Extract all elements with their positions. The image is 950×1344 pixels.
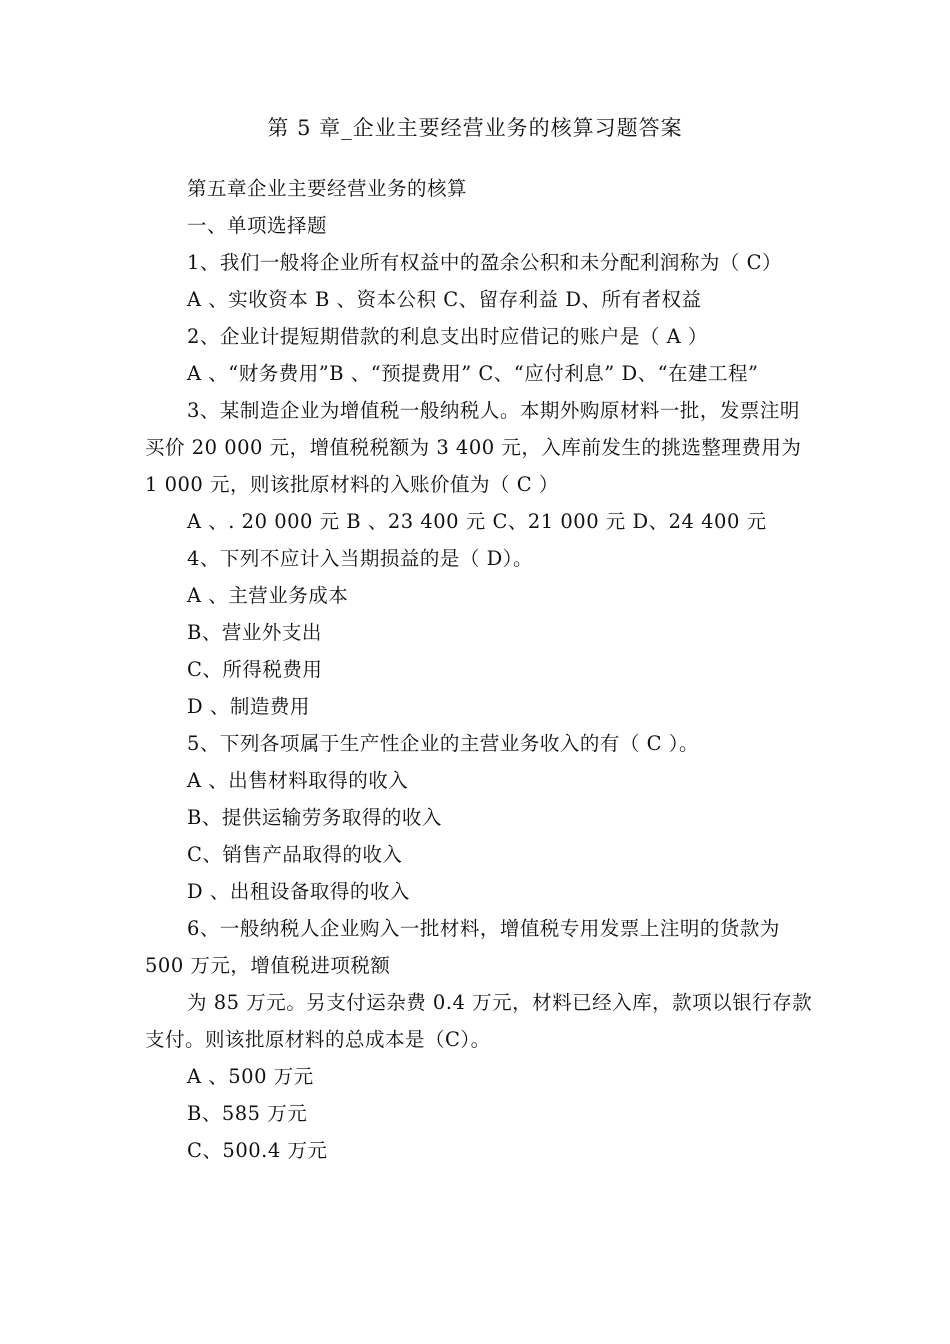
question-4-option-a: A 、主营业务成本 bbox=[187, 584, 349, 607]
question-4-option-c: C、所得税费用 bbox=[187, 658, 323, 681]
question-2-options: A 、“财务费用”B 、“预提费用” C、“应付利息” D、“在建工程” bbox=[187, 362, 759, 385]
question-3-options: A 、. 20 000 元 B 、23 400 元 C、21 000 元 D、24 400 元 bbox=[187, 510, 767, 533]
question-6-option-a: A 、500 万元 bbox=[187, 1065, 314, 1088]
question-5: 5、下列各项属于生产性企业的主营业务收入的有（ C ）。 bbox=[187, 732, 699, 755]
question-1-options: A 、实收资本 B 、资本公积 C、留存利益 D、所有者权益 bbox=[187, 288, 702, 311]
question-4-option-b: B、营业外支出 bbox=[187, 621, 322, 644]
section-heading: 一、单项选择题 bbox=[187, 214, 328, 237]
question-5-option-a: A 、出售材料取得的收入 bbox=[187, 769, 409, 792]
question-4: 4、下列不应计入当期损益的是（ D）。 bbox=[187, 547, 533, 570]
question-6-option-b: B、585 万元 bbox=[187, 1102, 308, 1125]
question-5-option-b: B、提供运输劳务取得的收入 bbox=[187, 806, 442, 829]
question-2: 2、企业计提短期借款的利息支出时应借记的账户是（ A ） bbox=[187, 325, 708, 348]
question-3: 3、某制造企业为增值税一般纳税人。本期外购原材料一批，发票注明买价 20 000 元，增值税税额为 3 400 元，入库前发生的挑选整理费用为 1 000 元，则该批原材料的入账价值为（ C ） bbox=[145, 399, 802, 496]
question-6-continued: 为 85 万元。另支付运杂费 0.4 万元，材料已经入库，款项以银行存款支付。则该批原材料的总成本是（C）。 bbox=[145, 991, 813, 1051]
question-6-option-c: C、500.4 万元 bbox=[187, 1139, 328, 1162]
question-4-option-d: D 、制造费用 bbox=[187, 695, 310, 718]
question-5-option-c: C、销售产品取得的收入 bbox=[187, 843, 403, 866]
document-title: 第 5 章_企业主要经营业务的核算习题答案 bbox=[267, 116, 683, 140]
question-5-option-d: D 、出租设备取得的收入 bbox=[187, 880, 410, 903]
question-6: 6、一般纳税人企业购入一批材料，增值税专用发票上注明的货款为 500 万元，增值税进项税额 bbox=[145, 917, 780, 977]
chapter-heading: 第五章企业主要经营业务的核算 bbox=[187, 177, 468, 200]
document-body bbox=[145, 170, 815, 1169]
question-1: 1、我们一般将企业所有权益中的盈余公积和未分配利润称为（ C） bbox=[187, 251, 783, 274]
